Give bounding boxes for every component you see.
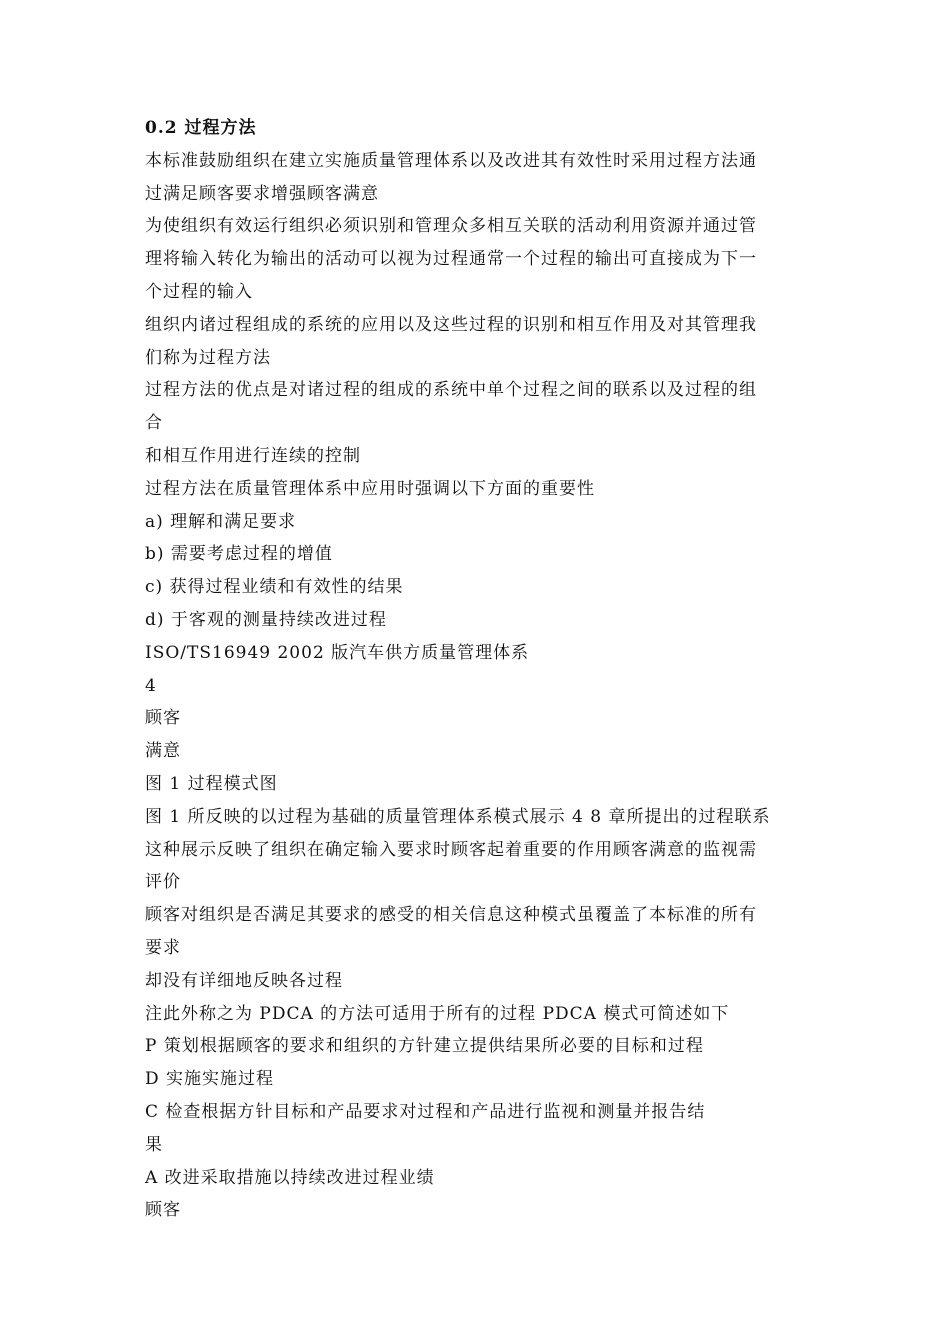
pdca-do: D 实施实施过程 <box>145 1069 275 1090</box>
text-line: 过满足顾客要求增强顾客满意 <box>145 183 379 204</box>
text-line: 合 <box>145 413 163 434</box>
pdca-check: C 检查根据方针目标和产品要求对过程和产品进行监视和测量并报告结 <box>145 1101 706 1122</box>
standard-title: ISO/TS16949 2002 版汽车供方质量管理体系 <box>145 642 530 663</box>
list-item-b: b) 需要考虑过程的增值 <box>145 544 333 565</box>
text-line: 个过程的输入 <box>145 281 253 302</box>
note-line: 注此外称之为 PDCA 的方法可适用于所有的过程 PDCA 模式可简述如下 <box>145 1003 730 1024</box>
pdca-plan: P 策划根据顾客的要求和组织的方针建立提供结果所必要的目标和过程 <box>145 1036 704 1057</box>
text-line: 却没有详细地反映各过程 <box>145 970 343 991</box>
text-line: 和相互作用进行连续的控制 <box>145 445 361 466</box>
document-page <box>145 112 815 1227</box>
page-number: 4 <box>145 675 157 696</box>
text-line: 要求 <box>145 937 181 958</box>
figure-caption: 图 1 过程模式图 <box>145 773 278 794</box>
text-line: 理将输入转化为输出的活动可以视为过程通常一个过程的输出可直接成为下一 <box>145 249 757 270</box>
text-line: 顾客 <box>145 708 181 729</box>
list-item-d: d) 于客观的测量持续改进过程 <box>145 609 387 630</box>
text-line: 这种展示反映了组织在确定输入要求时顾客起着重要的作用顾客满意的监视需 <box>145 839 757 860</box>
section-heading: 0.2 过程方法 <box>145 118 257 138</box>
text-line: 本标准鼓励组织在建立实施质量管理体系以及改进其有效性时采用过程方法通 <box>145 150 757 171</box>
text-line: 图 1 所反映的以过程为基础的质量管理体系模式展示 4 8 章所提出的过程联系 <box>145 806 771 827</box>
pdca-act: A 改进采取措施以持续改进过程业绩 <box>145 1167 435 1188</box>
text-line: 果 <box>145 1134 163 1155</box>
text-line: 过程方法在质量管理体系中应用时强调以下方面的重要性 <box>145 478 595 499</box>
text-line: 顾客 <box>145 1200 181 1221</box>
list-item-c: c) 获得过程业绩和有效性的结果 <box>145 577 404 598</box>
text-line: 们称为过程方法 <box>145 347 271 368</box>
text-line: 顾客对组织是否满足其要求的感受的相关信息这种模式虽覆盖了本标准的所有 <box>145 905 757 926</box>
text-line: 评价 <box>145 872 181 893</box>
text-line: 为使组织有效运行组织必须识别和管理众多相互关联的活动利用资源并通过管 <box>145 216 757 237</box>
list-item-a: a) 理解和满足要求 <box>145 511 297 532</box>
text-line: 过程方法的优点是对诸过程的组成的系统中单个过程之间的联系以及过程的组 <box>145 380 757 401</box>
text-line: 组织内诸过程组成的系统的应用以及这些过程的识别和相互作用及对其管理我 <box>145 314 757 335</box>
text-line: 满意 <box>145 741 181 762</box>
